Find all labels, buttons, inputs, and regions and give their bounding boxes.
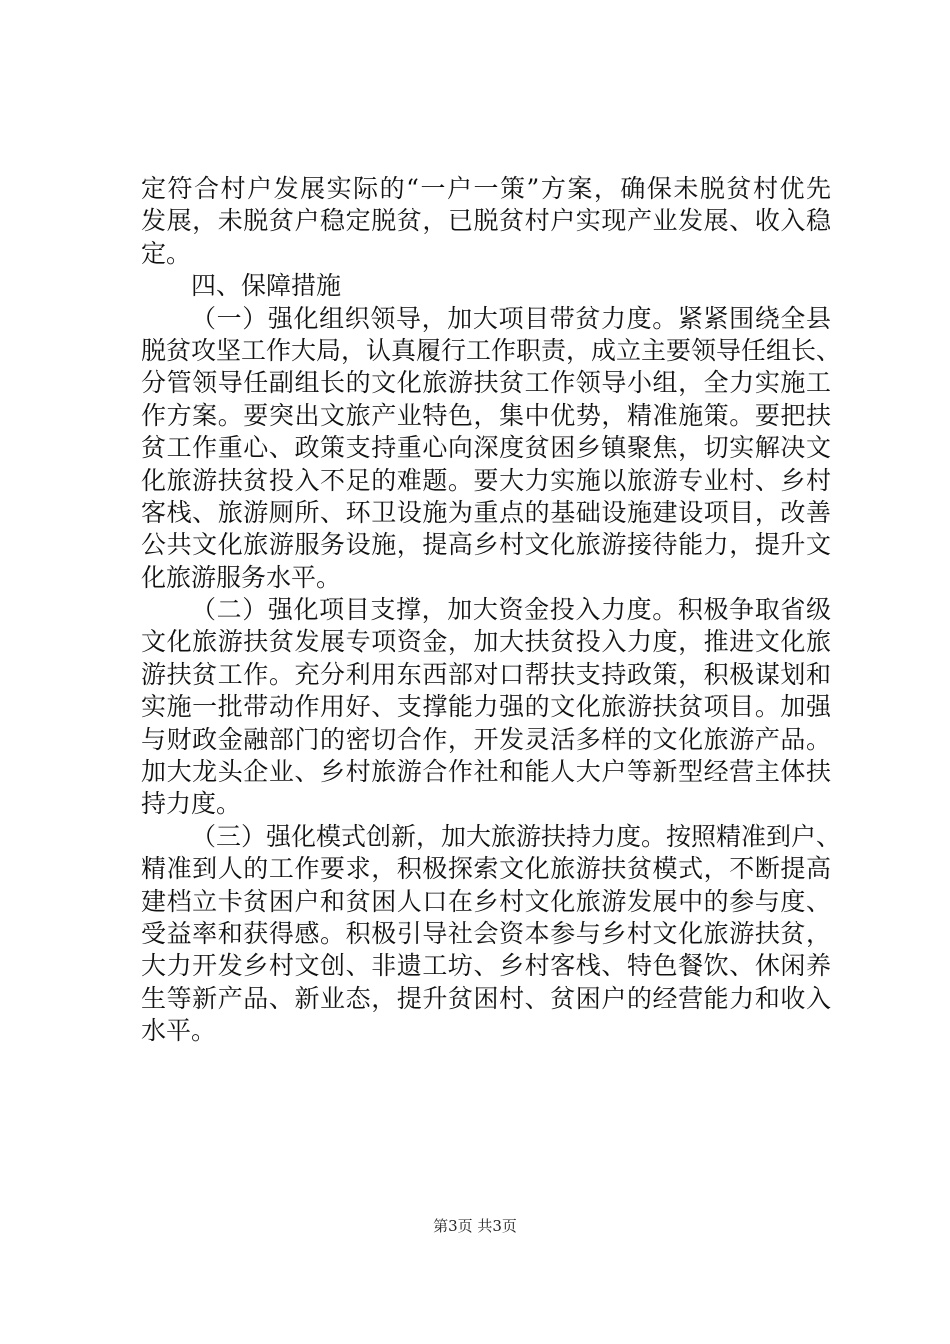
text-line: 作方案。要突出文旅产业特色，集中优势，精准施策。要把扶 xyxy=(141,400,831,430)
paragraph-three xyxy=(141,821,842,1048)
text-line: 文化旅游扶贫发展专项资金，加大扶贫投入力度，推进文化旅 xyxy=(141,627,831,657)
text-line: （二）强化项目支撑，加大资金投入力度。积极争取省级 xyxy=(191,595,831,625)
text-line: 大力开发乡村文创、非遗工坊、乡村客栈、特色餐饮、休闲养 xyxy=(141,951,831,981)
text-line: 贫工作重心、政策支持重心向深度贫困乡镇聚焦，切实解决文 xyxy=(141,433,831,463)
text-line: （三）强化模式创新，加大旅游扶持力度。按照精准到户、 xyxy=(191,821,842,851)
page-number-label: 第3页 共3页 xyxy=(433,1217,517,1235)
text-line: 客栈、旅游厕所、环卫设施为重点的基础设施建设项目，改善 xyxy=(141,497,831,527)
paragraph-one xyxy=(141,303,842,595)
heading-text: 四、保障措施 xyxy=(191,271,342,301)
text-line: 化旅游服务水平。 xyxy=(141,562,342,592)
text-line: 游扶贫工作。充分利用东西部对口帮扶支持政策，积极谋划和 xyxy=(141,659,831,689)
document-body xyxy=(141,173,842,1048)
text-line: 精准到人的工作要求，积极探索文化旅游扶贫模式，不断提高 xyxy=(141,854,831,884)
text-line: 公共文化旅游服务设施，提高乡村文化旅游接待能力，提升文 xyxy=(141,530,831,560)
text-line: 加大龙头企业、乡村旅游合作社和能人大户等新型经营主体扶 xyxy=(141,757,831,787)
text-line: 建档立卡贫困户和贫困人口在乡村文化旅游发展中的参与度、 xyxy=(141,886,831,916)
text-line: 脱贫攻坚工作大局，认真履行工作职责，成立主要领导任组长、 xyxy=(141,335,842,365)
text-line: 分管领导任副组长的文化旅游扶贫工作领导小组，全力实施工 xyxy=(141,368,831,398)
text-line: 实施一批带动作用好、支撑能力强的文化旅游扶贫项目。加强 xyxy=(141,692,831,722)
text-line: 持力度。 xyxy=(141,789,242,819)
paragraph-two xyxy=(141,594,831,821)
text-line: 与财政金融部门的密切合作，开发灵活多样的文化旅游产品。 xyxy=(141,724,831,754)
section-heading xyxy=(141,270,831,302)
text-line: 化旅游扶贫投入不足的难题。要大力实施以旅游专业村、乡村 xyxy=(141,465,831,495)
text-line: （一）强化组织领导，加大项目带贫力度。紧紧围绕全县 xyxy=(191,303,831,333)
text-line: 定符合村户发展实际的“一户一策”方案，确保未脱贫村优先 xyxy=(141,174,831,203)
text-line: 发展，未脱贫户稳定脱贫，已脱贫村户实现产业发展、收入稳 xyxy=(141,206,831,236)
text-line: 水平。 xyxy=(141,1016,217,1046)
continuation-paragraph xyxy=(141,173,831,270)
text-line: 定。 xyxy=(141,238,192,268)
text-line: 受益率和获得感。积极引导社会资本参与乡村文化旅游扶贫， xyxy=(141,918,831,948)
page-footer xyxy=(0,1216,950,1236)
text-line: 生等新产品、新业态，提升贫困村、贫困户的经营能力和收入 xyxy=(141,983,831,1013)
